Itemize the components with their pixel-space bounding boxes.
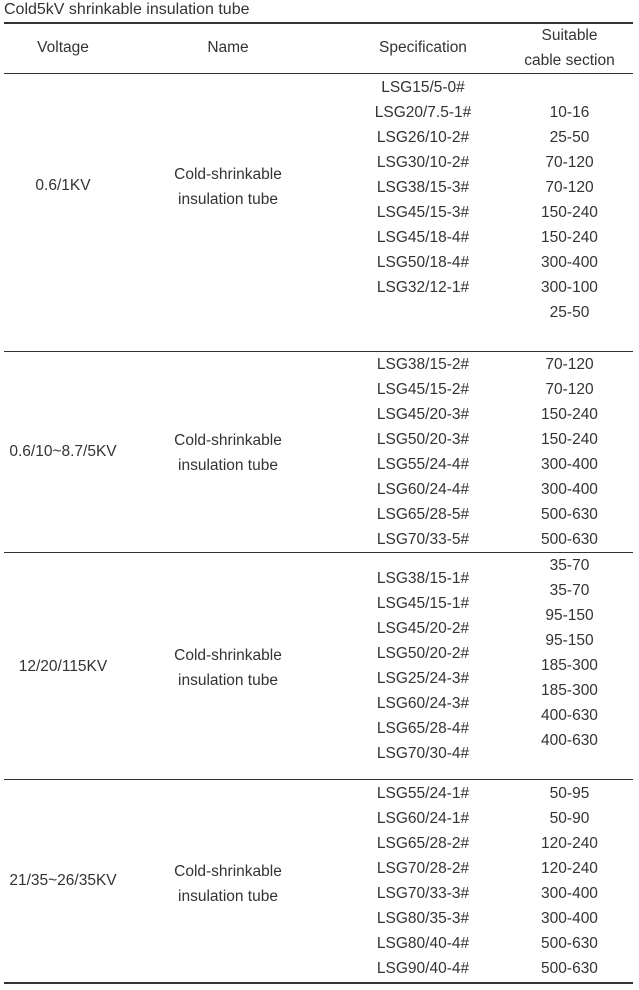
name-cell-line1: Cold-shrinkable: [174, 432, 282, 449]
cable-section-item: 50-90: [549, 810, 590, 827]
spec-item: LSG15/5-0#: [381, 79, 465, 96]
spec-item: LSG45/20-3#: [376, 406, 470, 423]
cable-section-item: 120-240: [541, 860, 598, 877]
cable-section-item: 150-240: [541, 431, 598, 448]
spec-item: LSG65/28-4#: [376, 720, 470, 737]
name-cell-line1: Cold-shrinkable: [174, 863, 282, 880]
table-caption: Cold5kV shrinkable insulation tube: [4, 1, 250, 18]
spec-item: LSG25/24-3#: [376, 670, 470, 687]
spec-item: LSG65/28-2#: [376, 835, 470, 852]
spec-item: LSG65/28-5#: [376, 506, 470, 523]
header-bottom-rule: [4, 73, 633, 74]
spec-item: LSG60/24-1#: [376, 810, 470, 827]
cable-section-item: 300-400: [541, 456, 598, 473]
cable-section-item: 500-630: [541, 506, 598, 523]
spec-item: LSG32/12-1#: [376, 279, 470, 296]
spec-item: LSG45/15-2#: [376, 381, 470, 398]
spec-item: LSG60/24-3#: [376, 695, 470, 712]
spec-item: LSG45/20-2#: [376, 620, 470, 637]
cable-section-item: 300-100: [541, 279, 598, 296]
spec-item: LSG30/10-2#: [376, 154, 470, 171]
spec-item: LSG20/7.5-1#: [374, 104, 472, 121]
cable-section-item: 300-400: [541, 254, 598, 271]
header-cable-section-line2: cable section: [524, 52, 615, 69]
spec-item: LSG55/24-1#: [376, 785, 470, 802]
spec-item: LSG70/33-3#: [376, 885, 470, 902]
cable-section-item: 70-120: [545, 356, 594, 373]
spec-item: LSG70/30-4#: [376, 745, 470, 762]
spec-item: LSG55/24-4#: [376, 456, 470, 473]
group-divider: [4, 351, 633, 352]
cable-section-item: 35-70: [549, 557, 590, 574]
voltage-cell: 0.6/10~8.7/5KV: [9, 443, 117, 460]
header-name: Name: [207, 39, 249, 56]
spec-item: LSG45/15-3#: [376, 204, 470, 221]
cable-section-item: 400-630: [541, 732, 598, 749]
name-cell-line2: insulation tube: [178, 191, 278, 208]
name-cell-line2: insulation tube: [178, 888, 278, 905]
name-cell-line1: Cold-shrinkable: [174, 166, 282, 183]
voltage-cell: 12/20/115KV: [18, 658, 108, 675]
name-cell-line2: insulation tube: [178, 672, 278, 689]
spec-item: LSG38/15-2#: [376, 356, 470, 373]
spec-item: LSG50/20-2#: [376, 645, 470, 662]
cable-section-item: 500-630: [541, 531, 598, 548]
cable-section-item: 120-240: [541, 835, 598, 852]
cable-section-item: 25-50: [549, 129, 590, 146]
group-divider: [4, 779, 633, 780]
cable-section-item: 300-400: [541, 481, 598, 498]
voltage-cell: 0.6/1KV: [35, 177, 91, 194]
header-specification: Specification: [379, 39, 467, 56]
header-cable-section-line1: Suitable: [541, 27, 598, 44]
header-voltage: Voltage: [37, 39, 89, 56]
spec-item: LSG26/10-2#: [376, 129, 470, 146]
cable-section-item: 70-120: [545, 179, 594, 196]
cable-section-item: 70-120: [545, 154, 594, 171]
name-cell-line1: Cold-shrinkable: [174, 647, 282, 664]
group-divider: [4, 552, 633, 553]
spec-item: LSG38/15-3#: [376, 179, 470, 196]
cable-section-item: 150-240: [541, 204, 598, 221]
cable-section-item: 10-16: [549, 104, 590, 121]
cable-section-item: 95-150: [545, 632, 594, 649]
cable-section-item: 95-150: [545, 607, 594, 624]
spec-item: LSG90/40-4#: [376, 960, 470, 977]
cable-section-item: 150-240: [541, 406, 598, 423]
cable-section-item: 25-50: [549, 304, 590, 321]
spec-item: LSG45/18-4#: [376, 229, 470, 246]
cable-section-item: 35-70: [549, 582, 590, 599]
spec-item: LSG50/20-3#: [376, 431, 470, 448]
table-bottom-rule: [4, 982, 633, 984]
spec-item: LSG50/18-4#: [376, 254, 470, 271]
cable-section-item: 400-630: [541, 707, 598, 724]
cable-section-item: 70-120: [545, 381, 594, 398]
cable-section-item: 185-300: [541, 682, 598, 699]
cable-section-item: 500-630: [541, 935, 598, 952]
cable-section-item: 150-240: [541, 229, 598, 246]
spec-item: LSG70/33-5#: [376, 531, 470, 548]
spec-item: LSG38/15-1#: [376, 570, 470, 587]
table-top-rule: [4, 22, 633, 24]
spec-item: LSG80/40-4#: [376, 935, 470, 952]
voltage-cell: 21/35~26/35KV: [9, 872, 117, 889]
cable-section-item: 300-400: [541, 910, 598, 927]
cable-section-item: 300-400: [541, 885, 598, 902]
spec-item: LSG80/35-3#: [376, 910, 470, 927]
cable-section-item: 185-300: [541, 657, 598, 674]
spec-item: LSG70/28-2#: [376, 860, 470, 877]
spec-item: LSG60/24-4#: [376, 481, 470, 498]
cable-section-item: 500-630: [541, 960, 598, 977]
name-cell-line2: insulation tube: [178, 457, 278, 474]
cable-section-item: 50-95: [549, 785, 590, 802]
spec-item: LSG45/15-1#: [376, 595, 470, 612]
